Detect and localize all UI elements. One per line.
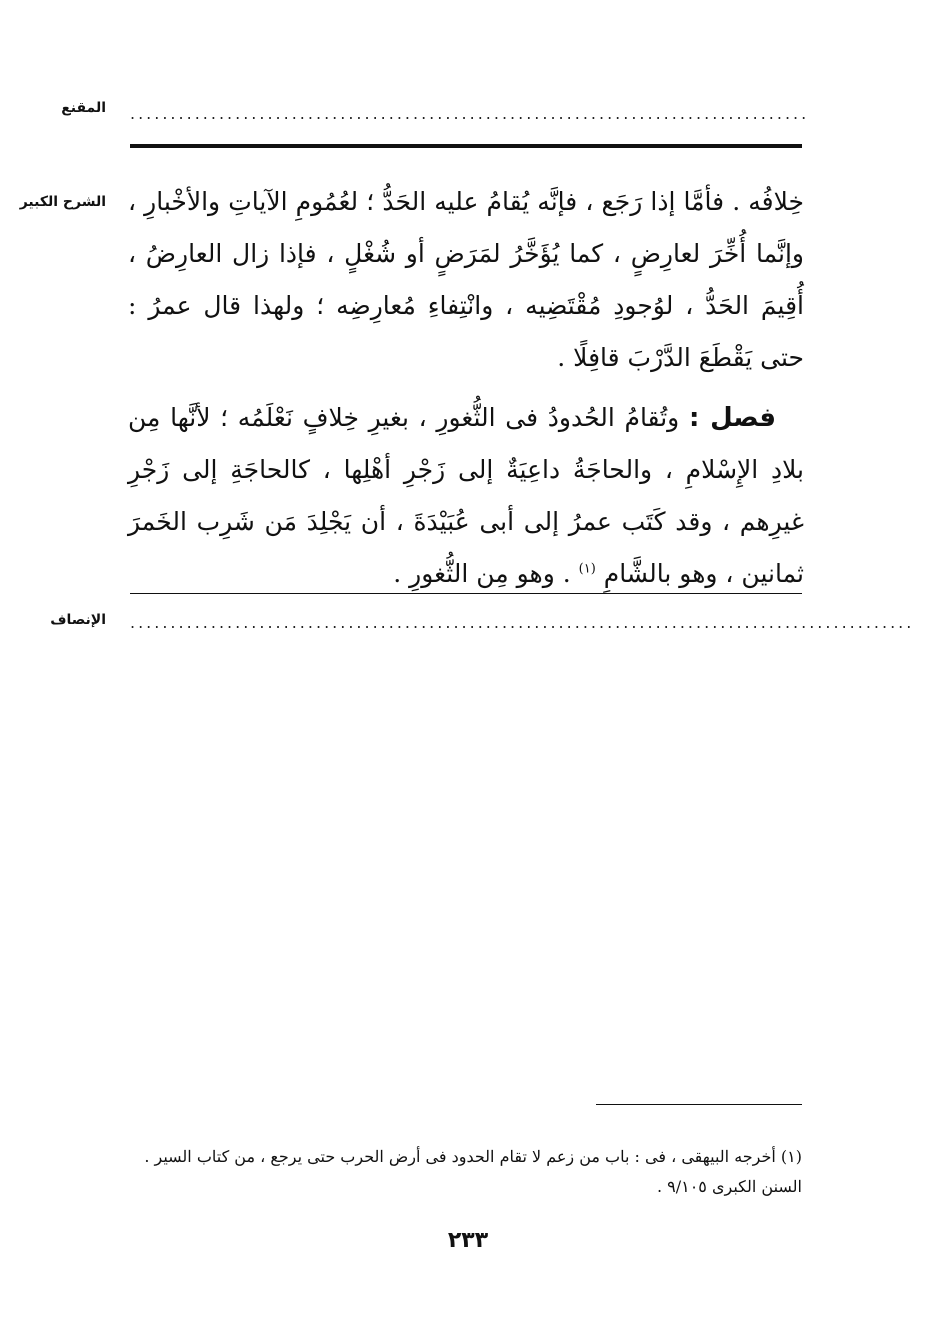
muqni-dotted-line: .................................................................................... [130,104,810,123]
fasl-heading: فصل : [688,403,776,433]
insaf-dotted-line: ................................................................................................. [130,613,915,632]
insaf-label: الإنصاف [50,612,106,628]
paragraph-2-text: وتُقامُ الحُدودُ فى الثُّغورِ ، بغيرِ خِلافٍ نَعْلَمُه ؛ لأنَّها مِن بلادِ الإِسْلامِ ، والحاجَةُ داعِيَةٌ إلى زَجْرِ أهْلِها ، كالحاجَةِ إلى زَجْرِ غيرِهم ، وقد كَتَب عمرُ إلى أبى عُبَيْدَةَ ، أن يَجْلِدَ مَن شَرِب الخَمرَ ثمانين ، وهو بالشَّامِ [128,403,804,588]
commentary-body [128,176,804,600]
footnote-separator [596,1104,802,1105]
footnote: (١) أخرجه البيهقى ، فى : باب من زعم لا تقام الحدود فى أرض الحرب حتى يرجع ، من كتاب السير . السنن الكبرى ٩/١٠٥ . [144,1147,802,1196]
commentary-paragraph-1: خِلافُه . فأمَّا إذا رَجَع ، فإنَّه يُقامُ عليه الحَدُّ ؛ لعُمُومِ الآياتِ والأخْبارِ ، وإنَّما أُخِّرَ لعارِضٍ ، كما يُؤَخَّرُ لمَرَضٍ أو شُغْلٍ ، فإذا زال العارِضُ ، أُقِيمَ الحَدُّ ، لوُجودِ مُقْتَضِيه ، وانْتِفاءِ مُعارِضِه ؛ ولهذا قال عمرُ : حتى يَقْطَعَ الدَّرْبَ قافِلًا . [128,187,804,372]
page-number: ٢٣٣ [447,1228,489,1253]
commentary-paragraph-2 [128,392,804,600]
footnote-reference: (١) [578,561,596,577]
header-rule [130,144,802,148]
muqni-label: المقنع [61,100,106,116]
paragraph-2-tail: . وهو مِن الثُّغورِ . [393,559,571,588]
sharh-kabir-label: الشرح الكبير [19,194,106,210]
commentary-rule [130,593,802,594]
